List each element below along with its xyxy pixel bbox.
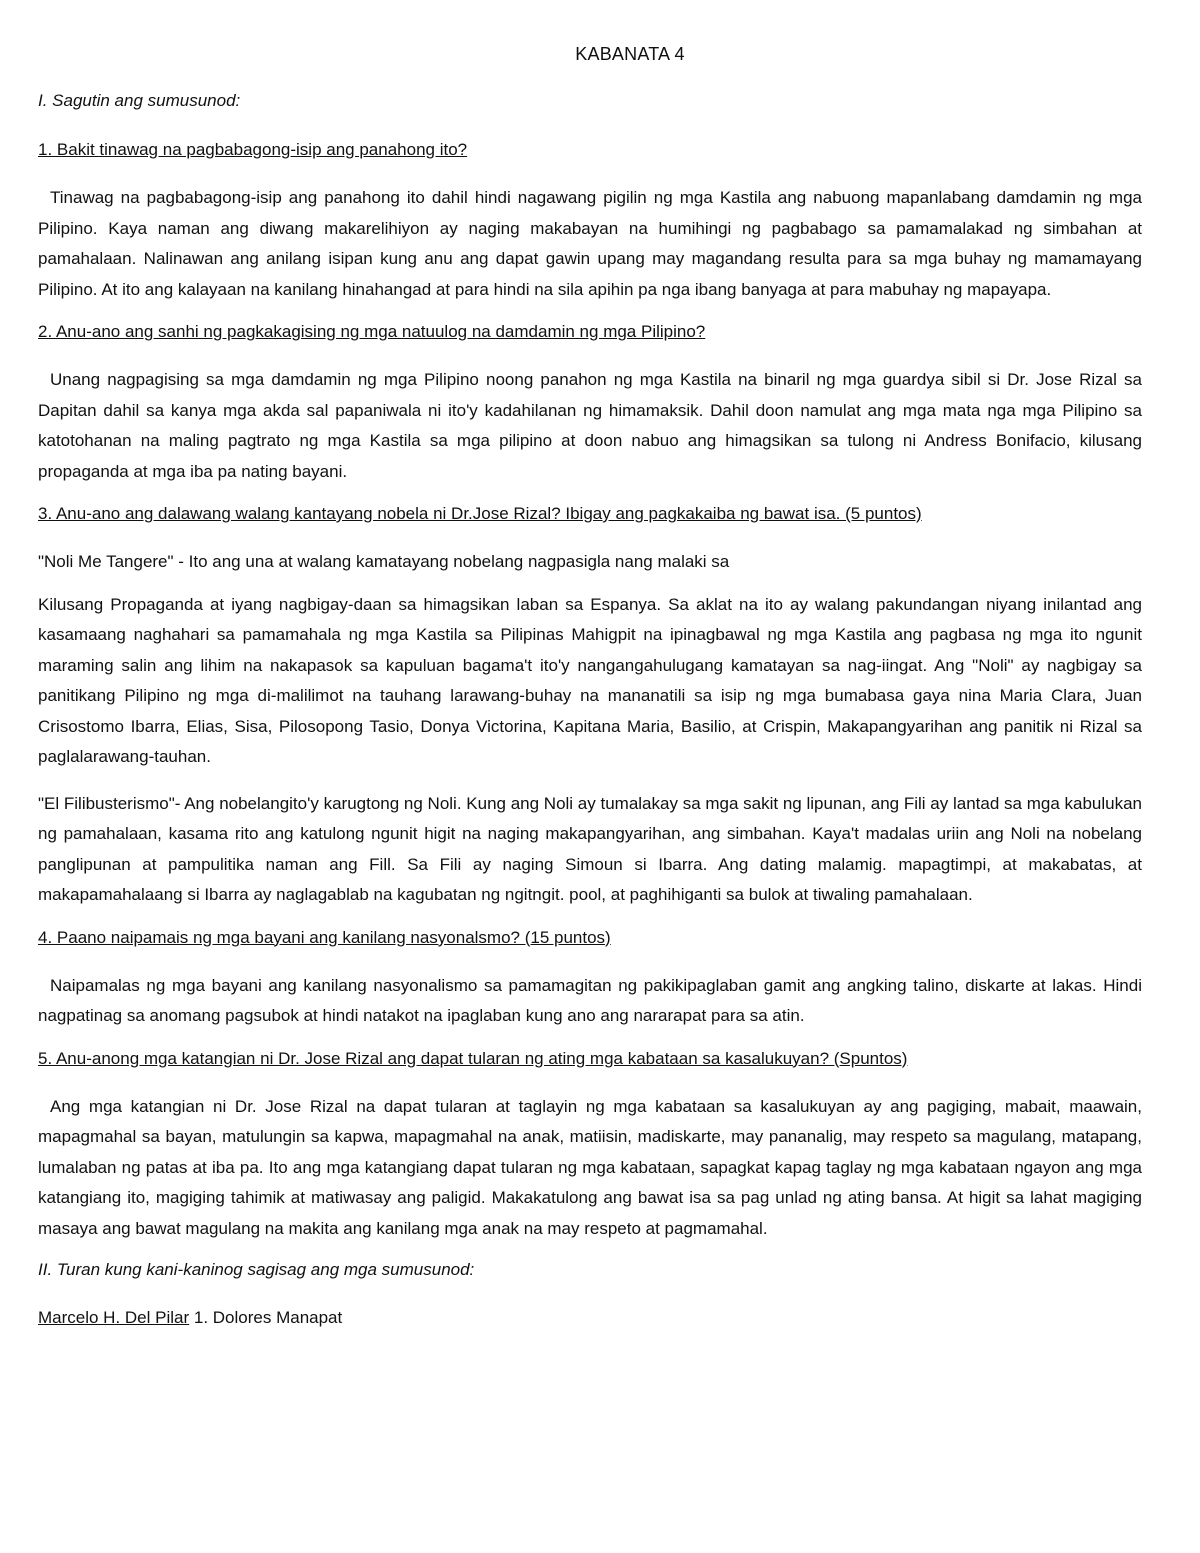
answer-3-noli-intro: "Noli Me Tangere" - Ito ang una at walang kamatayang nobelang nagpasigla nang malaki sa xyxy=(38,552,730,571)
document-page xyxy=(38,44,1142,1328)
answer-4: Naipamalas ng mga bayani ang kanilang nasyonalismo sa pamamagitan ng pakikipaglaban gamit ang angking talino, diskarte at lakas. Hindi nagpatinag sa anomang pagsubok at hindi natakot na ipaglaban kung ano ang nararapat para sa atin. xyxy=(38,975,1142,1025)
answer-3-noli: Kilusang Propaganda at iyang nagbigay-daan sa himagsikan laban sa Espanya. Sa aklat na ito ay walang pakundangan niyang inilantad ang kasamaang naghahari sa pamamahala ng mga Kastila sa Pilipinas Mahigpit na ipinagbawal ng mga Kastila ang pagbasa ng mga ito ngunit maraming salin ang lihim na nakapasok sa kapuluan bagama't ito'y nangangahulugang kamatayan sa nag-iingat. Ang "Noli" ay nagbigay sa panitikang Pilipino ng mga di-malilimot na tauhang larawang-buhay na mananatili sa isip ng mga bumabasa gaya nina Maria Clara, Juan Crisostomo Ibarra, Elias, Sisa, Pilosopong Tasio, Donya Victorina, Kapitana Maria, Basilio, at Crispin, Makapangyarihan ang panitik ni Rizal sa paglalarawang-tauhan. xyxy=(38,594,1142,766)
part2-rest: 1. Dolores Manapat xyxy=(189,1308,343,1327)
part2-name: Marcelo H. Del Pilar xyxy=(38,1308,190,1327)
part2-heading: II. Turan kung kani-kaninog sagisag ang mga sumusunod: xyxy=(38,1260,475,1279)
question-1: 1. Bakit tinawag na pagbabagong-isip ang panahong ito? xyxy=(38,140,468,159)
question-5: 5. Anu-anong mga katangian ni Dr. Jose Rizal ang dapat tularan ng ating mga kabataan sa kasalukuyan? (Spuntos) xyxy=(38,1048,908,1068)
question-3: 3. Anu-ano ang dalawang walang kantayang nobela ni Dr.Jose Rizal? Ibigay ang pagkakaiba ng bawat isa. (5 puntos) xyxy=(38,504,922,523)
document-title: KABANATA 4 xyxy=(575,44,685,64)
question-2: 2. Anu-ano ang sanhi ng pagkakagising ng mga natuulog na damdamin ng mga Pilipino? xyxy=(38,322,706,341)
part1-heading: I. Sagutin ang sumusunod: xyxy=(38,91,241,110)
answer-2: Unang nagpagising sa mga damdamin ng mga Pilipino noong panahon ng mga Kastila na binaril ng mga guardya sibil si Dr. Jose Rizal sa Dapitan dahil sa kanya mga akda sal papaniwala ni ito'y kadahilanan ng himamaksik. Dahil doon namulat ang mga mata nga mga Pilipino sa katotohanan na maling pagtrato ng mga Kastila sa mga pilipino at doon nabuo ang himagsikan sa tulong ni Andress Bonifacio, kilusang propaganda at mga iba pa nating bayani. xyxy=(38,370,1142,481)
answer-5: Ang mga katangian ni Dr. Jose Rizal na dapat tularan at taglayin ng mga kabataan sa kasalukuyan ay ang pagiging, mabait, maawain, mapagmahal sa bayan, matulungin sa kapwa, mapagmahal na anak, matiisin, madiskarte, may pananalig, may respeto sa magulang, matapang, lumalaban ng patas at iba pa. Ito ang mga katangiang dapat tularan ng mga kabataan, sapagkat kapag taglay ng mga kabataan ngayon ang mga katangiang ito, magiging tahimik at matiwasay ang paligid. Makakatulong ang bawat isa sa pag unlad ng ating bansa. At higit sa lahat magiging masaya ang bawat magulang na makita ang kanilang mga anak na may respeto at pagmamahal. xyxy=(38,1096,1142,1238)
part2-line xyxy=(38,1308,1142,1328)
question-4: 4. Paano naipamais ng mga bayani ang kanilang nasyonalsmo? (15 puntos) xyxy=(38,927,611,947)
answer-3-fili: "El Filibusterismo"- Ang nobelangito'y karugtong ng Noli. Kung ang Noli ay tumalakay sa mga sakit ng lipunan, ang Fili ay lantad sa mga kabulukan ng pamahalaan, kasama rito ang katulong ngunit higit na naging makapangyarihan, ang simbahan. Kaya't madalas uriin ang Noli na nobelang panglipunan at pampulitika naman ang Fill. Sa Fili ay naging Simoun si Ibarra. Ang dating malamig. mapagtimpi, at makabatas, at makapamahalaang si Ibarra ay naglagablab na kagubatan ng ngitngit. pool, at paghihiganti sa bulok at tiwaling pamahalaan. xyxy=(38,793,1142,904)
answer-1: Tinawag na pagbabagong-isip ang panahong ito dahil hindi nagawang pigilin ng mga Kastila ang nabuong mapanlabang damdamin ng mga Pilipino. Kaya naman ang diwang makarelihiyon ay naging makabayan na humihingi ng pagbabago sa pamamalakad ng simbahan at pamahalaan. Nalinawan ang anilang isipan kung anu ang dapat gawin upang may magandang resulta para sa mga buhay ng mamamayang Pilipino. At ito ang kalayaan na kanilang hinahangad at para hindi na sila apihin pa nga ibang banyaga at para mabuhay ng mapayapa. xyxy=(38,188,1142,299)
